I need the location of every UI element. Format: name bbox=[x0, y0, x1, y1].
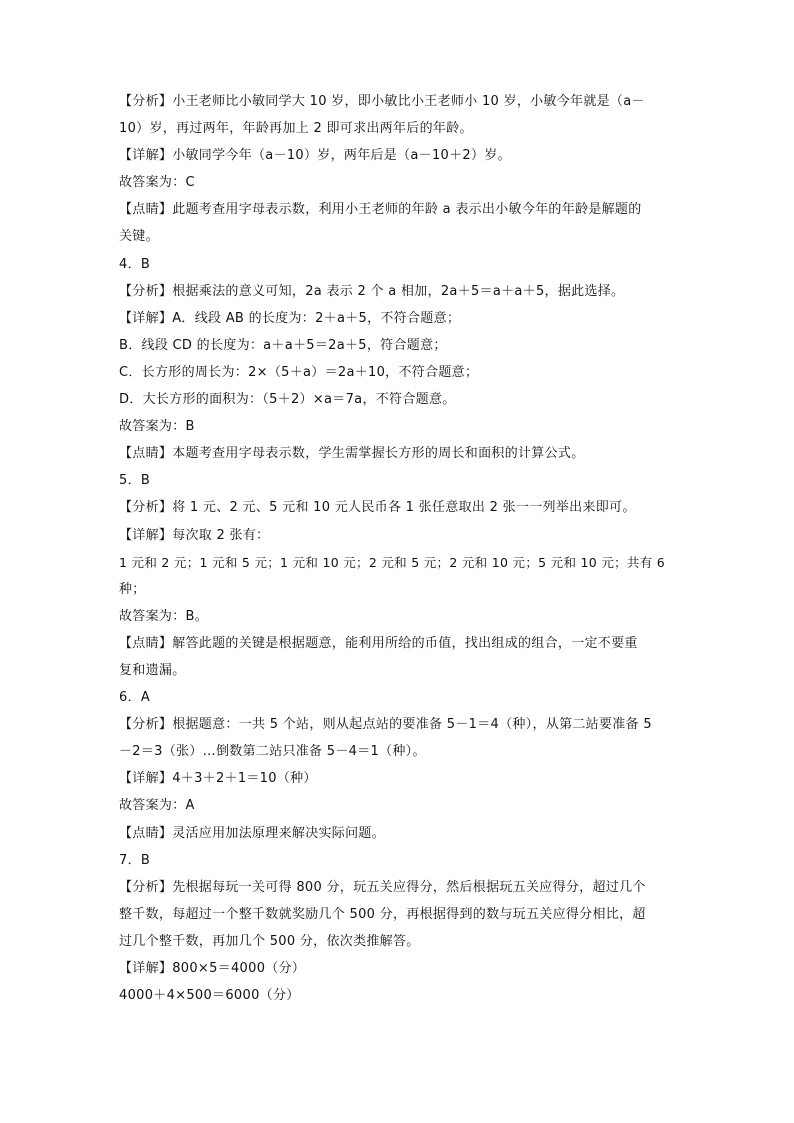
text-line: 【分析】根据题意：一共 5 个站，则从起点站的要准备 5－1＝4（种），从第二站要准备 5 bbox=[119, 717, 652, 733]
text-line: 1 元和 2 元；1 元和 5 元；1 元和 10 元；2 元和 5 元；2 元和 10 元；5 元和 10 元；共有 6 bbox=[119, 554, 666, 570]
text-line: 【点睛】灵活应用加法原理来解决实际问题。 bbox=[119, 825, 386, 841]
text-line: 7．B bbox=[119, 852, 151, 868]
text-line: 整千数，每超过一个整千数就奖励几个 500 分，再根据得到的数与玩五关应得分相比，超 bbox=[119, 906, 646, 922]
text-line: 【详解】4＋3＋2＋1＝10（种） bbox=[119, 771, 317, 787]
text-line: 故答案为：B bbox=[119, 419, 195, 435]
text-line: 【详解】800×5＝4000（分） bbox=[119, 961, 306, 976]
text-line: －2＝3（张）…倒数第二站只准备 5－4＝1（种）。 bbox=[119, 744, 426, 760]
text-line: 过几个整千数，再加几个 500 分，依次类推解答。 bbox=[119, 933, 420, 949]
text-line: 故答案为：B。 bbox=[119, 608, 209, 624]
text-line: 故答案为：A bbox=[119, 798, 195, 814]
text-line: 6．A bbox=[119, 690, 151, 706]
text-line: 【点睛】本题考查用字母表示数，学生需掌握长方形的周长和面积的计算公式。 bbox=[119, 446, 585, 462]
document-body bbox=[119, 88, 679, 1009]
text-line: 4．B bbox=[119, 256, 151, 272]
text-line: 【详解】小敏同学今年（a－10）岁，两年后是（a－10＋2）岁。 bbox=[119, 148, 511, 164]
text-line: 5．B bbox=[119, 473, 151, 489]
text-line: D．大长方形的面积为：（5＋2）×a＝7a，不符合题意。 bbox=[119, 392, 456, 408]
text-line: 种； bbox=[119, 581, 146, 597]
text-line: 10）岁，再过两年，年龄再加上 2 即可求出两年后的年龄。 bbox=[119, 121, 473, 137]
text-line: 【详解】A．线段 AB 的长度为：2＋a＋5，不符合题意； bbox=[119, 310, 461, 326]
text-line: 【分析】小王老师比小敏同学大 10 岁，即小敏比小王老师小 10 岁，小敏今年就是（a－ bbox=[119, 94, 645, 109]
text-line: 【分析】将 1 元、2 元、5 元和 10 元人民币各 1 张任意取出 2 张一一列举出来即可。 bbox=[119, 500, 636, 516]
text-line: 故答案为：C bbox=[119, 175, 195, 191]
text-line: 【分析】先根据每玩一关可得 800 分，玩五关应得分，然后根据玩五关应得分，超过几个 bbox=[119, 879, 646, 895]
text-line: 【详解】每次取 2 张有： bbox=[119, 527, 270, 543]
text-line: 【点睛】此题考查用字母表示数，利用小王老师的年龄 a 表示出小敏今年的年龄是解题的 bbox=[119, 202, 642, 218]
text-line: 复和遗漏。 bbox=[119, 662, 186, 678]
text-line: 关键。 bbox=[119, 229, 159, 245]
text-line: 【分析】根据乘法的意义可知，2a 表示 2 个 a 相加，2a＋5＝a＋a＋5，据此选择。 bbox=[119, 283, 625, 299]
text-line: C．长方形的周长为：2×（5＋a）＝2a＋10，不符合题意； bbox=[119, 364, 479, 380]
text-line: 【点睛】解答此题的关键是根据题意，能利用所给的币值，找出组成的组合，一定不要重 bbox=[119, 635, 638, 651]
text-line: B．线段 CD 的长度为：a＋a＋5＝2a＋5，符合题意； bbox=[119, 337, 447, 353]
text-line: 4000＋4×500＝6000（分） bbox=[119, 988, 300, 1004]
